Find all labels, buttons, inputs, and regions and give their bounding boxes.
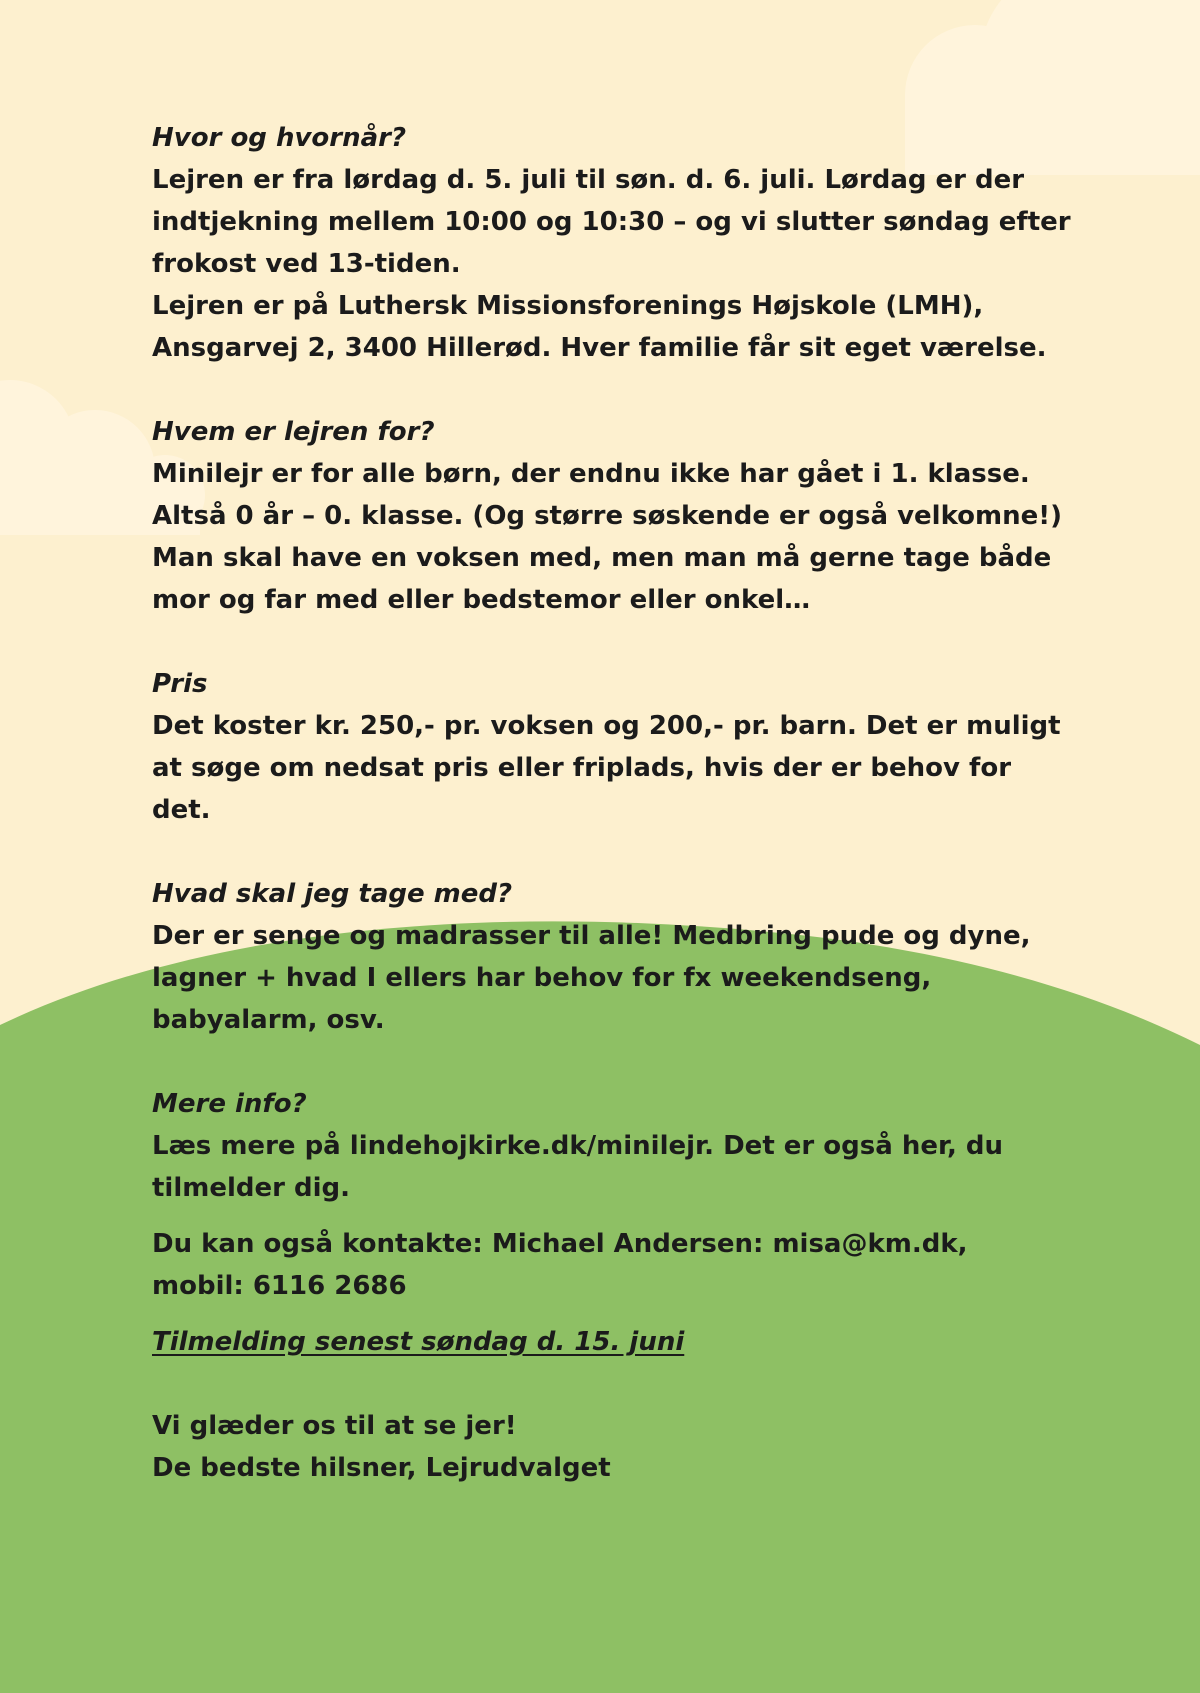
spacer (152, 1209, 1072, 1223)
heading-bring: Hvad skal jeg tage med? (152, 879, 513, 909)
section-who (152, 411, 1072, 621)
spacer (152, 369, 1072, 411)
text-line: Læs mere på lindehojkirke.dk/minilejr. Det er også her, du (152, 1131, 1004, 1161)
spacer (152, 1363, 1072, 1405)
letter-content (152, 117, 1072, 1489)
spacer (152, 621, 1072, 663)
text-line: babyalarm, osv. (152, 1005, 385, 1035)
spacer (152, 1041, 1072, 1083)
text-line: indtjekning mellem 10:00 og 10:30 – og vi slutter søndag efter (152, 207, 1071, 237)
section-bring (152, 873, 1072, 1041)
text-line: Lejren er på Luthersk Missionsforenings Højskole (LMH), (152, 291, 984, 321)
text-line: Minilejr er for alle børn, der endnu ikke har gået i 1. klasse. (152, 459, 1030, 489)
text-line: Lejren er fra lørdag d. 5. juli til søn. d. 6. juli. Lørdag er der (152, 165, 1025, 195)
spacer (152, 1307, 1072, 1321)
section-where-when (152, 117, 1072, 369)
section-closing (152, 1405, 1072, 1489)
text-line: Det koster kr. 250,- pr. voksen og 200,- pr. barn. Det er muligt (152, 711, 1061, 741)
text-line: Man skal have en voksen med, men man må gerne tage både (152, 543, 1052, 573)
registration-deadline: Tilmelding senest søndag d. 15. juni (152, 1327, 685, 1357)
heading-info: Mere info? (152, 1089, 307, 1119)
contact-line: Du kan også kontakte: Michael Andersen: misa@km.dk, (152, 1229, 968, 1259)
text-line: Ansgarvej 2, 3400 Hillerød. Hver familie får sit eget værelse. (152, 333, 1047, 363)
text-line: at søge om nedsat pris eller friplads, hvis der er behov for det. (152, 753, 1012, 825)
closing-line: Vi glæder os til at se jer! (152, 1411, 517, 1441)
section-price (152, 663, 1072, 831)
heading-who: Hvem er lejren for? (152, 417, 435, 447)
signature-line: De bedste hilsner, Lejrudvalget (152, 1453, 611, 1483)
text-line: tilmelder dig. (152, 1173, 351, 1203)
section-info (152, 1083, 1072, 1363)
heading-where-when: Hvor og hvornår? (152, 123, 407, 153)
text-line: mor og far med eller bedstemor eller onkel… (152, 585, 811, 615)
text-line: frokost ved 13-tiden. (152, 249, 461, 279)
text-line: Altså 0 år – 0. klasse. (Og større søskende er også velkomne!) (152, 501, 1062, 531)
text-line: lagner + hvad I ellers har behov for fx weekendseng, (152, 963, 932, 993)
spacer (152, 831, 1072, 873)
heading-price: Pris (152, 669, 208, 699)
text-line: Der er senge og madrasser til alle! Medbring pude og dyne, (152, 921, 1031, 951)
contact-line: mobil: 6116 2686 (152, 1271, 407, 1301)
